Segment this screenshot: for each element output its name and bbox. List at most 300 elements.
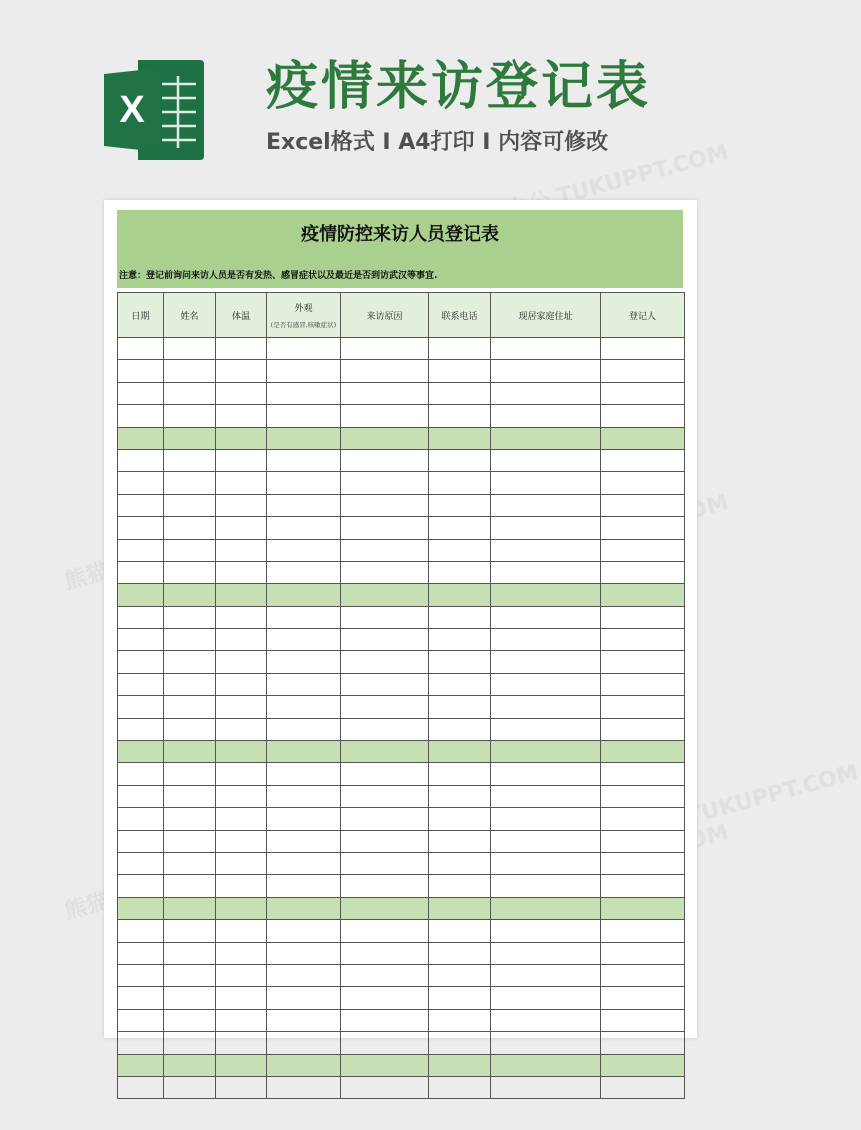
table-cell[interactable] (429, 987, 491, 1009)
table-cell[interactable] (491, 427, 601, 449)
table-cell[interactable] (267, 449, 341, 471)
table-cell[interactable] (118, 517, 164, 539)
table-cell[interactable] (118, 830, 164, 852)
table-cell[interactable] (216, 629, 267, 651)
table-cell[interactable] (601, 606, 685, 628)
table-cell[interactable] (601, 875, 685, 897)
table-cell[interactable] (491, 449, 601, 471)
sheet-title: 疫情防控来访人员登记表 (301, 224, 499, 245)
table-cell[interactable] (164, 494, 216, 516)
table-cell[interactable] (216, 427, 267, 449)
table-cell[interactable] (341, 651, 429, 673)
table-cell[interactable] (267, 539, 341, 561)
table-cell[interactable] (491, 382, 601, 404)
table-cell[interactable] (267, 338, 341, 360)
table-cell[interactable] (341, 942, 429, 964)
table-cell[interactable] (491, 718, 601, 740)
table-cell[interactable] (601, 1032, 685, 1054)
table-cell[interactable] (341, 360, 429, 382)
table-cell[interactable] (267, 494, 341, 516)
table-cell[interactable] (267, 1076, 341, 1098)
table-cell[interactable] (164, 338, 216, 360)
table-cell[interactable] (118, 472, 164, 494)
column-header-visit-reason: 来访原因 (341, 293, 429, 338)
table-cell[interactable] (341, 696, 429, 718)
table-cell[interactable] (164, 808, 216, 830)
table-cell[interactable] (341, 673, 429, 695)
table-cell[interactable] (267, 920, 341, 942)
table-cell[interactable] (429, 942, 491, 964)
table-cell[interactable] (164, 1054, 216, 1076)
table-cell[interactable] (118, 964, 164, 986)
table-cell[interactable] (164, 852, 216, 874)
table-cell[interactable] (601, 763, 685, 785)
table-cell[interactable] (341, 785, 429, 807)
table-cell[interactable] (429, 875, 491, 897)
table-cell[interactable] (216, 808, 267, 830)
table-cell[interactable] (341, 606, 429, 628)
table-cell[interactable] (267, 763, 341, 785)
table-cell[interactable] (601, 785, 685, 807)
table-cell[interactable] (216, 964, 267, 986)
table-cell[interactable] (216, 741, 267, 763)
table-cell[interactable] (216, 852, 267, 874)
table-cell[interactable] (164, 405, 216, 427)
table-cell[interactable] (164, 763, 216, 785)
table-cell[interactable] (267, 606, 341, 628)
table-cell[interactable] (267, 360, 341, 382)
table-cell[interactable] (491, 494, 601, 516)
table-cell[interactable] (341, 1032, 429, 1054)
table-cell[interactable] (216, 830, 267, 852)
table-cell[interactable] (118, 942, 164, 964)
table-cell[interactable] (164, 673, 216, 695)
table-cell[interactable] (491, 763, 601, 785)
table-cell[interactable] (601, 382, 685, 404)
table-cell[interactable] (164, 651, 216, 673)
table-cell[interactable] (429, 494, 491, 516)
table-cell[interactable] (341, 808, 429, 830)
table-cell[interactable] (601, 964, 685, 986)
table-cell[interactable] (341, 472, 429, 494)
table-cell[interactable] (216, 897, 267, 919)
table-cell[interactable] (601, 1054, 685, 1076)
table-cell[interactable] (491, 964, 601, 986)
table-cell[interactable] (164, 382, 216, 404)
table-cell[interactable] (429, 1054, 491, 1076)
table-cell[interactable] (341, 1009, 429, 1031)
table-cell[interactable] (267, 964, 341, 986)
table-cell[interactable] (164, 1032, 216, 1054)
table-cell[interactable] (341, 830, 429, 852)
sheet-notice: 注意：登记前询问来访人员是否有发热、感冒症状以及最近是否到访武汉等事宜. (119, 271, 438, 281)
table-cell[interactable] (118, 584, 164, 606)
table-row (118, 629, 685, 651)
table-cell[interactable] (216, 942, 267, 964)
table-row (118, 1076, 685, 1098)
table-cell[interactable] (429, 561, 491, 583)
table-cell[interactable] (341, 427, 429, 449)
table-cell[interactable] (601, 405, 685, 427)
table-cell[interactable] (118, 382, 164, 404)
table-cell[interactable] (341, 382, 429, 404)
table-cell[interactable] (267, 427, 341, 449)
table-cell[interactable] (164, 785, 216, 807)
table-cell[interactable] (216, 763, 267, 785)
table-cell[interactable] (601, 584, 685, 606)
table-cell[interactable] (267, 875, 341, 897)
table-cell[interactable] (118, 449, 164, 471)
table-cell[interactable] (601, 517, 685, 539)
table-cell[interactable] (429, 382, 491, 404)
table-cell[interactable] (491, 584, 601, 606)
table-row (118, 382, 685, 404)
table-cell[interactable] (118, 1054, 164, 1076)
table-cell[interactable] (601, 561, 685, 583)
table-cell[interactable] (118, 405, 164, 427)
table-cell[interactable] (341, 718, 429, 740)
table-cell[interactable] (164, 987, 216, 1009)
table-cell[interactable] (164, 830, 216, 852)
table-cell[interactable] (267, 517, 341, 539)
table-cell[interactable] (164, 696, 216, 718)
table-cell[interactable] (491, 852, 601, 874)
table-cell[interactable] (118, 360, 164, 382)
table-cell[interactable] (491, 741, 601, 763)
table-cell[interactable] (267, 405, 341, 427)
table-row (118, 852, 685, 874)
table-cell[interactable] (216, 539, 267, 561)
table-cell[interactable] (164, 920, 216, 942)
table-cell[interactable] (216, 696, 267, 718)
table-cell[interactable] (341, 629, 429, 651)
table-cell[interactable] (267, 696, 341, 718)
table-cell[interactable] (216, 1076, 267, 1098)
table-cell[interactable] (429, 741, 491, 763)
table-cell[interactable] (216, 718, 267, 740)
table-cell[interactable] (341, 449, 429, 471)
table-cell[interactable] (601, 539, 685, 561)
table-cell[interactable] (164, 1009, 216, 1031)
table-cell[interactable] (341, 584, 429, 606)
table-cell[interactable] (267, 1009, 341, 1031)
table-cell[interactable] (216, 338, 267, 360)
table-cell[interactable] (491, 517, 601, 539)
table-cell[interactable] (491, 1032, 601, 1054)
table-cell[interactable] (341, 852, 429, 874)
table-cell[interactable] (267, 830, 341, 852)
table-cell[interactable] (216, 606, 267, 628)
table-cell[interactable] (341, 741, 429, 763)
table-cell[interactable] (429, 897, 491, 919)
table-cell[interactable] (491, 920, 601, 942)
table-cell[interactable] (491, 897, 601, 919)
table-cell[interactable] (341, 897, 429, 919)
column-header-registrar: 登记人 (601, 293, 685, 338)
table-cell[interactable] (164, 1076, 216, 1098)
table-cell[interactable] (118, 606, 164, 628)
table-cell[interactable] (601, 629, 685, 651)
table-cell[interactable] (429, 584, 491, 606)
table-cell[interactable] (601, 987, 685, 1009)
table-cell[interactable] (164, 427, 216, 449)
excel-logo-icon (104, 60, 204, 160)
table-cell[interactable] (429, 1009, 491, 1031)
table-cell[interactable] (164, 360, 216, 382)
table-cell[interactable] (491, 629, 601, 651)
table-cell[interactable] (118, 338, 164, 360)
table-cell[interactable] (216, 875, 267, 897)
table-cell[interactable] (267, 382, 341, 404)
table-cell[interactable] (164, 875, 216, 897)
table-cell[interactable] (216, 382, 267, 404)
table-cell[interactable] (429, 1032, 491, 1054)
table-cell[interactable] (164, 606, 216, 628)
table-cell[interactable] (491, 987, 601, 1009)
table-cell[interactable] (267, 897, 341, 919)
table-cell[interactable] (118, 718, 164, 740)
table-cell[interactable] (341, 494, 429, 516)
table-band-row (118, 741, 685, 763)
table-cell[interactable] (491, 539, 601, 561)
table-cell[interactable] (491, 875, 601, 897)
table-cell[interactable] (118, 1009, 164, 1031)
table-band-row (118, 897, 685, 919)
table-cell[interactable] (216, 584, 267, 606)
table-cell[interactable] (267, 1054, 341, 1076)
table-cell[interactable] (429, 360, 491, 382)
table-cell[interactable] (118, 651, 164, 673)
table-cell[interactable] (216, 920, 267, 942)
table-cell[interactable] (216, 785, 267, 807)
watermark: 熊猫办公 TUKUPPT.COM (591, 760, 861, 855)
table-cell[interactable] (216, 673, 267, 695)
table-cell[interactable] (164, 718, 216, 740)
table-cell[interactable] (491, 785, 601, 807)
table-cell[interactable] (164, 584, 216, 606)
table-cell[interactable] (267, 741, 341, 763)
table-cell[interactable] (164, 449, 216, 471)
table-row (118, 539, 685, 561)
table-cell[interactable] (491, 673, 601, 695)
table-cell[interactable] (164, 472, 216, 494)
table-cell[interactable] (429, 1076, 491, 1098)
table-cell[interactable] (429, 673, 491, 695)
table-cell[interactable] (491, 472, 601, 494)
table-cell[interactable] (601, 830, 685, 852)
table-cell[interactable] (118, 920, 164, 942)
table-cell[interactable] (429, 964, 491, 986)
table-cell[interactable] (164, 561, 216, 583)
column-header-temperature: 体温 (216, 293, 267, 338)
table-cell[interactable] (267, 718, 341, 740)
table-row (118, 405, 685, 427)
table-cell[interactable] (341, 875, 429, 897)
table-cell[interactable] (429, 606, 491, 628)
page-subtitle: Excel格式 I A4打印 I 内容可修改 (266, 130, 609, 155)
table-cell[interactable] (267, 852, 341, 874)
table-cell[interactable] (216, 1032, 267, 1054)
table-cell[interactable] (118, 897, 164, 919)
table-cell[interactable] (601, 673, 685, 695)
table-cell[interactable] (341, 338, 429, 360)
table-cell[interactable] (118, 852, 164, 874)
table-cell[interactable] (491, 405, 601, 427)
table-cell[interactable] (429, 338, 491, 360)
table-cell[interactable] (429, 830, 491, 852)
table-cell[interactable] (429, 696, 491, 718)
table-band-row (118, 584, 685, 606)
table-cell[interactable] (164, 517, 216, 539)
table-cell[interactable] (216, 449, 267, 471)
table-cell[interactable] (601, 427, 685, 449)
table-cell[interactable] (429, 808, 491, 830)
table-row (118, 1032, 685, 1054)
table-cell[interactable] (267, 1032, 341, 1054)
table-cell[interactable] (118, 539, 164, 561)
table-cell[interactable] (216, 405, 267, 427)
table-cell[interactable] (164, 964, 216, 986)
table-cell[interactable] (341, 539, 429, 561)
table-cell[interactable] (216, 472, 267, 494)
table-cell[interactable] (118, 427, 164, 449)
table-cell[interactable] (601, 808, 685, 830)
table-cell[interactable] (491, 1009, 601, 1031)
table-cell[interactable] (341, 561, 429, 583)
table-cell[interactable] (267, 629, 341, 651)
table-cell[interactable] (118, 987, 164, 1009)
table-cell[interactable] (267, 472, 341, 494)
table-cell[interactable] (164, 942, 216, 964)
table-cell[interactable] (429, 539, 491, 561)
table-cell[interactable] (429, 651, 491, 673)
table-cell[interactable] (429, 517, 491, 539)
table-cell[interactable] (216, 561, 267, 583)
table-cell[interactable] (601, 472, 685, 494)
table-cell[interactable] (601, 494, 685, 516)
table-cell[interactable] (341, 1076, 429, 1098)
table-cell[interactable] (491, 338, 601, 360)
table-cell[interactable] (164, 539, 216, 561)
watermark: 熊猫办公 TUKUPPT.COM (461, 140, 732, 235)
table-cell[interactable] (341, 920, 429, 942)
table-cell[interactable] (429, 920, 491, 942)
table-cell[interactable] (118, 673, 164, 695)
table-cell[interactable] (491, 1054, 601, 1076)
table-row (118, 808, 685, 830)
table-cell[interactable] (491, 561, 601, 583)
table-cell[interactable] (267, 942, 341, 964)
table-row (118, 606, 685, 628)
table-cell[interactable] (267, 561, 341, 583)
table-cell[interactable] (118, 763, 164, 785)
table-cell[interactable] (118, 561, 164, 583)
table-cell[interactable] (118, 1032, 164, 1054)
table-body (118, 338, 685, 1099)
table-cell[interactable] (491, 808, 601, 830)
table-cell[interactable] (601, 942, 685, 964)
table-cell[interactable] (601, 897, 685, 919)
table-cell[interactable] (491, 606, 601, 628)
table-cell[interactable] (429, 449, 491, 471)
table-cell[interactable] (267, 584, 341, 606)
table-cell[interactable] (429, 629, 491, 651)
table-cell[interactable] (118, 875, 164, 897)
table-cell[interactable] (429, 405, 491, 427)
table-cell[interactable] (601, 651, 685, 673)
table-cell[interactable] (601, 718, 685, 740)
table-cell[interactable] (267, 785, 341, 807)
table-cell[interactable] (267, 673, 341, 695)
table-cell[interactable] (601, 741, 685, 763)
table-cell[interactable] (341, 517, 429, 539)
table-cell[interactable] (491, 651, 601, 673)
table-cell[interactable] (601, 1009, 685, 1031)
table-cell[interactable] (491, 830, 601, 852)
table-cell[interactable] (118, 1076, 164, 1098)
table-cell[interactable] (164, 741, 216, 763)
table-cell[interactable] (164, 897, 216, 919)
table-cell[interactable] (118, 808, 164, 830)
table-row (118, 651, 685, 673)
table-cell[interactable] (267, 987, 341, 1009)
table-cell[interactable] (601, 1076, 685, 1098)
table-cell[interactable] (341, 964, 429, 986)
table-cell[interactable] (216, 651, 267, 673)
table-cell[interactable] (216, 987, 267, 1009)
table-cell[interactable] (429, 785, 491, 807)
table-header-row (118, 293, 685, 338)
table-cell[interactable] (491, 696, 601, 718)
table-cell[interactable] (341, 763, 429, 785)
table-cell[interactable] (429, 718, 491, 740)
table-cell[interactable] (118, 785, 164, 807)
table-cell[interactable] (267, 808, 341, 830)
table-cell[interactable] (429, 852, 491, 874)
table-cell[interactable] (429, 763, 491, 785)
table-cell[interactable] (601, 360, 685, 382)
table-cell[interactable] (216, 360, 267, 382)
table-cell[interactable] (601, 338, 685, 360)
table-cell[interactable] (341, 987, 429, 1009)
table-cell[interactable] (601, 696, 685, 718)
table-row (118, 942, 685, 964)
table-row (118, 785, 685, 807)
table-row (118, 1009, 685, 1031)
table-cell[interactable] (216, 1054, 267, 1076)
table-cell[interactable] (429, 472, 491, 494)
table-cell[interactable] (216, 494, 267, 516)
table-cell[interactable] (341, 405, 429, 427)
table-cell[interactable] (491, 942, 601, 964)
table-cell[interactable] (491, 360, 601, 382)
table-cell[interactable] (118, 741, 164, 763)
table-cell[interactable] (216, 1009, 267, 1031)
table-cell[interactable] (118, 696, 164, 718)
table-cell[interactable] (429, 427, 491, 449)
table-cell[interactable] (118, 629, 164, 651)
table-cell[interactable] (267, 651, 341, 673)
table-cell[interactable] (164, 629, 216, 651)
table-cell[interactable] (601, 449, 685, 471)
table-cell[interactable] (118, 494, 164, 516)
table-cell[interactable] (216, 517, 267, 539)
table-cell[interactable] (491, 1076, 601, 1098)
table-cell[interactable] (601, 920, 685, 942)
table-cell[interactable] (341, 1054, 429, 1076)
table-row (118, 449, 685, 471)
table-cell[interactable] (601, 852, 685, 874)
